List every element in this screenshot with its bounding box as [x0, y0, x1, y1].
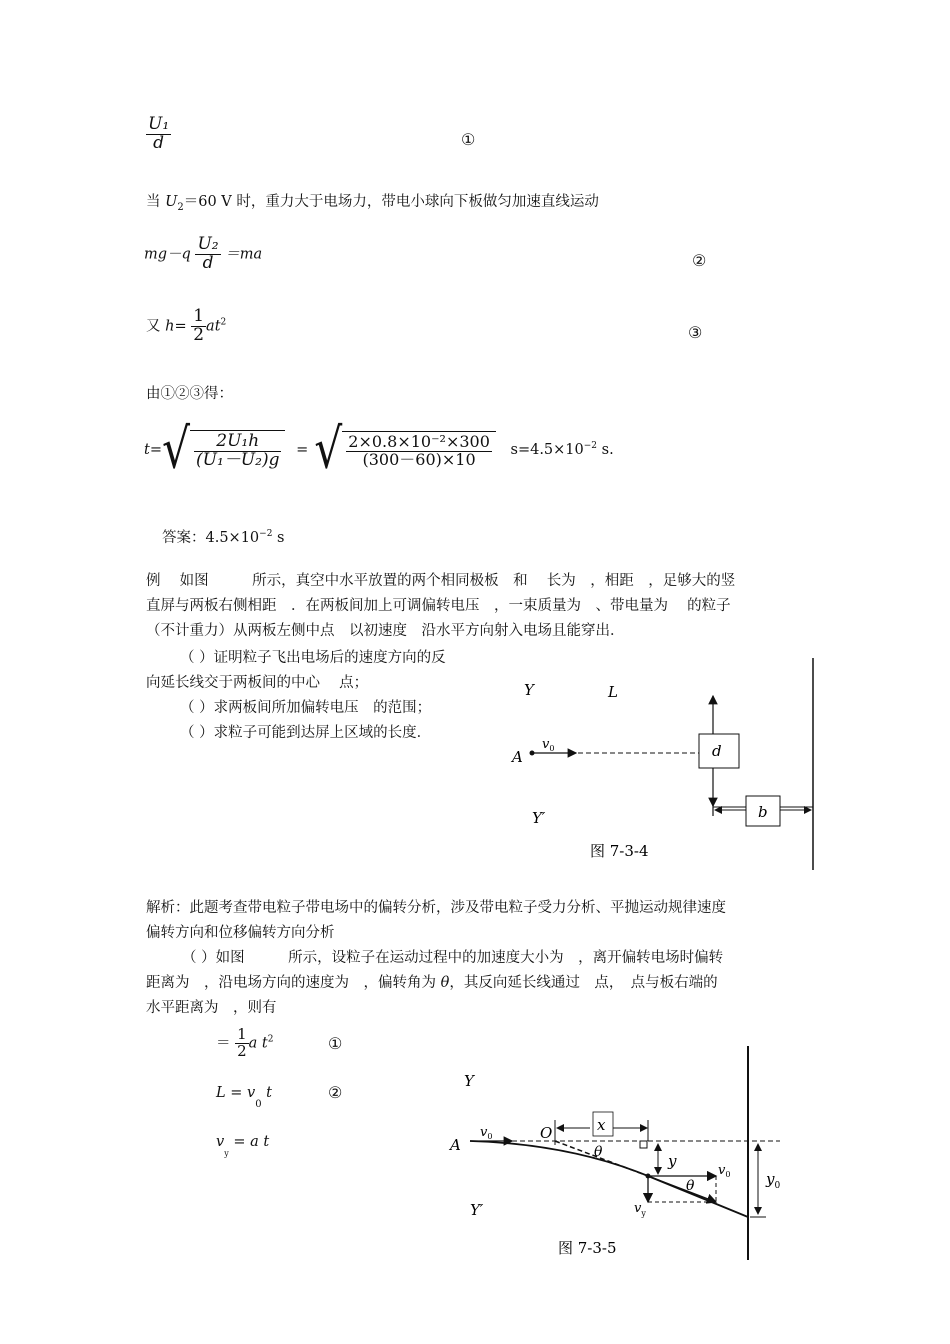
sqrt-icon: √ [314, 417, 343, 482]
label-vy [634, 1201, 646, 1218]
equation-2 [216, 1085, 272, 1110]
eq1-rhs: a t [248, 1035, 268, 1052]
equation-mark-e1: ① [328, 1034, 343, 1053]
equation-3 [216, 1134, 269, 1158]
formula-1 [146, 116, 171, 153]
caption-7-3-5: 图 7-3-5 [558, 1239, 617, 1257]
eq1-lhs: ＝ [216, 1035, 231, 1052]
eq1-exponent: 2 [267, 1034, 274, 1045]
label-y-lower: Y′ [470, 1201, 484, 1219]
question-list [146, 646, 496, 746]
equals-sign: = [296, 442, 309, 458]
exponent: 2 [220, 317, 227, 328]
label-v0-exit-v: v [718, 1163, 726, 1178]
eq2-t: t [261, 1085, 273, 1101]
formula-2 [144, 236, 262, 273]
var-u: U [165, 194, 178, 210]
analysis-line-4-pre: 距离为 ，沿电场方向的速度为 ，偏转角为 [146, 975, 441, 991]
fraction-denominator: d [153, 132, 165, 153]
equation-mark-3: ③ [688, 323, 703, 342]
caption-7-3-4: 图 7-3-4 [590, 842, 649, 860]
label-v-sub: 0 [549, 744, 555, 753]
analysis-line-3: （ ）如图 所示，设粒子在运动过程中的加速度大小为 ，离开偏转电场时偏转 [182, 950, 724, 966]
label-vy-sub: y [641, 1209, 646, 1218]
eq1-fraction [235, 1027, 249, 1060]
label-y-lower: Y′ [532, 809, 546, 827]
analysis-line-5: 水平距离为 ，则有 [146, 1000, 277, 1016]
label-y0-y: y [766, 1170, 775, 1188]
label-theta-2: θ [686, 1178, 695, 1194]
eq2-sub: 0 [255, 1099, 262, 1110]
label-d: d [712, 742, 722, 760]
label-vy-v: v [634, 1201, 642, 1216]
radicand-2 [342, 431, 496, 469]
fraction-u1-over-d [146, 116, 171, 153]
label-v0 [480, 1125, 492, 1141]
subscript-2: 2 [177, 202, 184, 213]
label-x: x [597, 1116, 606, 1134]
answer-line [162, 526, 285, 547]
fraction-denominator: d [202, 252, 214, 273]
formula-prefix: 又 [146, 318, 166, 335]
result-text: s=4.5×10 [510, 442, 584, 458]
analysis-line-4 [146, 971, 814, 996]
trajectory-curve [470, 1141, 648, 1176]
resultant-velocity-arrow [648, 1176, 716, 1202]
example-paragraph [146, 569, 814, 644]
formula-result [511, 442, 614, 458]
fraction-denominator: 2 [237, 1041, 247, 1060]
answer-unit: s [272, 530, 285, 546]
fraction-numerator: 2U₁h [194, 433, 281, 452]
fraction-denominator: (U₁－U₂)g [196, 450, 280, 470]
question-1-line-1: （ ）证明粒子飞出电场后的速度方向的反 [180, 650, 446, 666]
label-v0 [542, 737, 554, 753]
label-y0 [765, 1170, 780, 1191]
label-v0-exit [718, 1163, 730, 1179]
result-unit: s. [597, 442, 614, 458]
fraction-numerator: 1 [193, 306, 205, 326]
right-angle-mark [640, 1141, 647, 1148]
eq3-v: v [216, 1134, 225, 1150]
equation-mark-2: ② [692, 251, 707, 270]
formula-lhs: t= [144, 442, 162, 458]
text-prefix: 当 [146, 194, 166, 210]
formula-t [144, 417, 614, 482]
formula-lhs: mg－q [144, 246, 191, 263]
eq3-sub: y [224, 1149, 229, 1158]
label-b: b [758, 803, 768, 821]
derive-line: 由①②③得： [146, 386, 233, 402]
label-a: A [512, 748, 523, 766]
formula-rhs: ＝ma [225, 246, 263, 263]
example-line-2: 直屏与两板右侧相距 ．在两板间加上可调偏转电压 ，一束质量为 、带电量为 的粒子 [146, 598, 731, 614]
question-3: （ ）求粒子可能到达屏上区域的长度． [180, 725, 432, 741]
label-y0-sub: 0 [774, 1181, 781, 1191]
equation-mark-e2: ② [328, 1083, 343, 1102]
label-v0-exit-sub: 0 [725, 1170, 731, 1179]
fraction-numerator: U₁ [148, 114, 170, 134]
fraction-denominator: (300－60)×10 [362, 450, 476, 469]
result-exponent: −2 [583, 441, 598, 451]
equation-1 [216, 1027, 273, 1060]
equation-mark-1: ① [461, 130, 476, 149]
analysis-line-2: 偏转方向和位移偏转方向分析 [146, 925, 335, 941]
formula-lhs: h= [165, 318, 187, 335]
label-v0-v: v [480, 1125, 488, 1140]
figure-7-3-4 [500, 650, 830, 880]
label-v: v [542, 737, 550, 752]
fraction-symbolic [194, 433, 281, 470]
analysis-theta: θ [440, 975, 450, 991]
analysis-line-4-post: ，其反向延长线通过 点， 点与板右端的 [449, 975, 718, 991]
label-l: L [608, 683, 618, 701]
fraction-denominator: 2 [193, 324, 205, 345]
text-line-u2 [146, 190, 599, 213]
question-1-line-2: 向延长线交于两板间的中心 点； [146, 675, 369, 691]
label-y-upper: Y [464, 1072, 474, 1090]
fraction-one-half [191, 308, 206, 345]
analysis-line-1: 解析：此题考查带电粒子带电场中的偏转分析，涉及带电粒子受力分析、平抛运动规律速度 [146, 900, 726, 916]
label-y-upper: Y [524, 681, 534, 699]
analysis-paragraph [146, 896, 814, 1021]
figure-7-3-5 [440, 1040, 790, 1265]
example-line-3: （不计重力）从两板左侧中点 以初速度 沿水平方向射入电场且能穿出． [146, 623, 625, 639]
formula-rhs: at [206, 318, 221, 335]
fraction-u2-over-d [195, 236, 220, 273]
answer-text: 答案：4.5×10 [162, 530, 260, 546]
sqrt-icon: √ [161, 417, 191, 482]
label-o: O [540, 1124, 553, 1142]
question-2: （ ）求两板间所加偏转电压 的范围； [180, 700, 432, 716]
formula-3 [146, 308, 226, 345]
label-theta-1: θ [594, 1144, 603, 1160]
label-a: A [450, 1136, 461, 1154]
eq3-rhs: = a t [228, 1134, 270, 1150]
fraction-numerator: 1 [237, 1025, 247, 1043]
text-body: ＝60 V 时，重力大于电场力，带电小球向下板做匀加速直线运动 [183, 194, 599, 210]
fraction-numerator: U₂ [197, 234, 219, 254]
label-v0-sub: 0 [487, 1132, 493, 1141]
label-y: y [668, 1152, 677, 1170]
fraction-numerator: 2×0.8×10⁻²×300 [348, 432, 490, 452]
answer-exponent: −2 [259, 529, 273, 539]
radicand-1 [190, 430, 285, 470]
example-line-1: 例 如图 所示，真空中水平放置的两个相同极板 和 长为 ，相距 ，足够大的竖 [146, 573, 736, 589]
fraction-numeric [346, 434, 492, 469]
eq2-text: L = v [216, 1085, 256, 1101]
